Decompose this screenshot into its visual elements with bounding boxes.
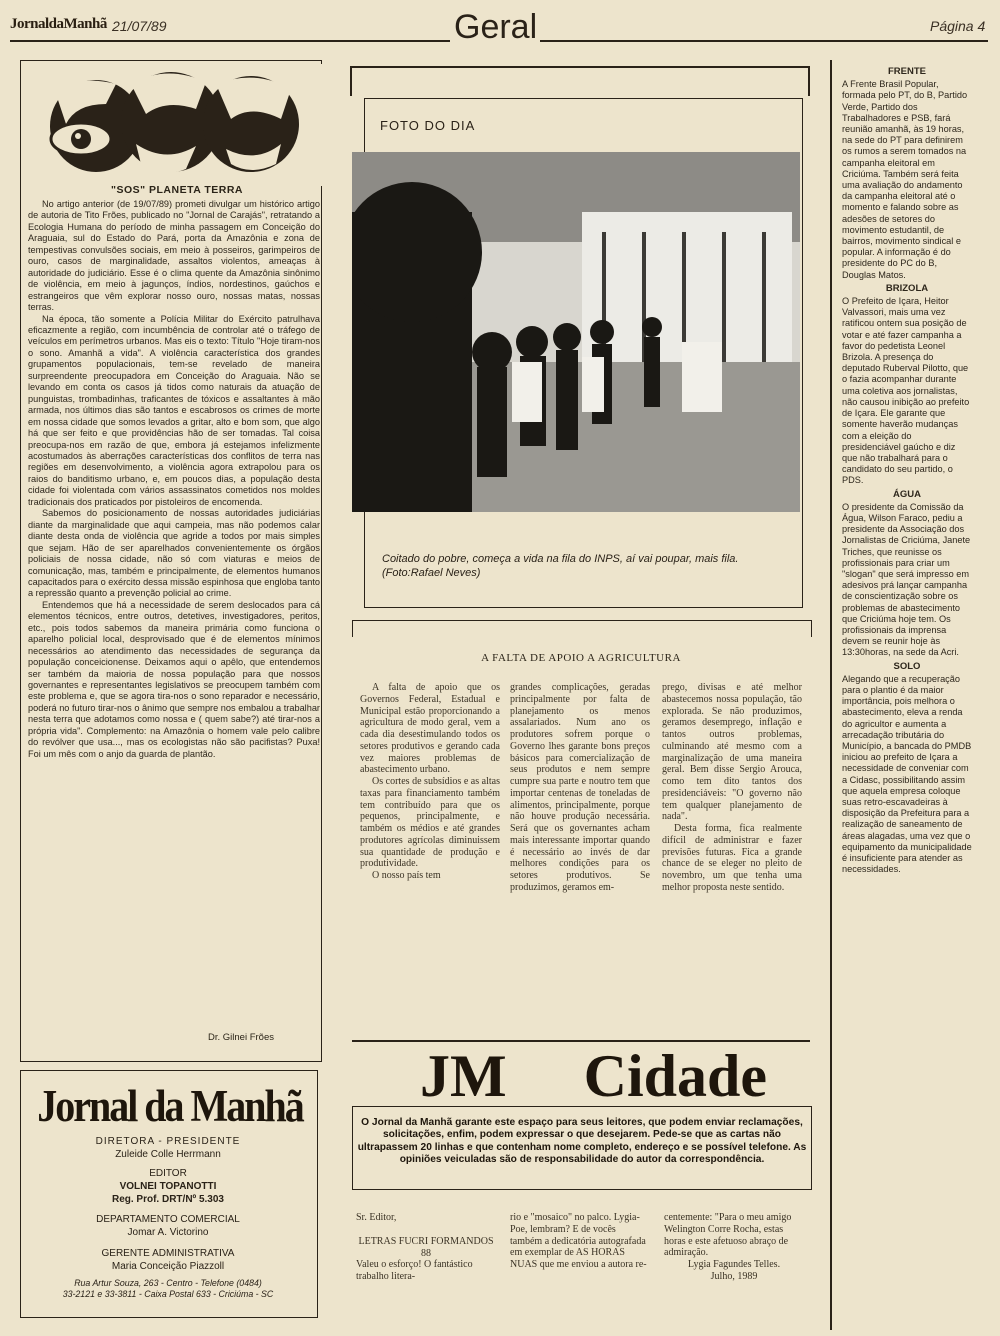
letter-spacer	[356, 1224, 496, 1236]
staff-line: Zuleide Colle Herrmann	[115, 1149, 221, 1160]
photo-caption: Coitado do pobre, começa a vida na fila do INPS, aí vai poupar, mais fila. (Foto:Rafael Neves)	[382, 553, 739, 579]
agri-column	[662, 682, 802, 894]
masthead-rule-right	[540, 40, 988, 42]
sos-title: "SOS" PLANETA TERRA	[110, 184, 244, 196]
agri-title: A FALTA DE APOIO A AGRICULTURA	[481, 652, 681, 664]
staff-line: DIRETORA - PRESIDENTE	[95, 1136, 241, 1147]
photo-label: FOTO DO DIA	[380, 118, 476, 133]
staff-line: Maria Conceição Piazzoll	[111, 1261, 225, 1272]
photo-top-rule	[350, 66, 810, 68]
masthead-rule-left	[10, 40, 450, 42]
staff-line: EDITOR	[149, 1168, 187, 1179]
photo-left-rule	[350, 66, 352, 96]
agri-frame	[352, 620, 812, 637]
agri-paragraph: prego, divisas e até melhor abastecemos nossa população, tão explorada. Se não produzimos, geramos desemprego, inflação e tantos outros problemas, culminando até mesmo com a marginalização de uma maneira geral. Bem disse Sergio Arouca, como tem dito tantos dos presidenciáveis: "O governo não tem qualquer planejamento de nada".	[662, 682, 802, 823]
masthead	[0, 0, 1000, 44]
right-column	[842, 64, 972, 875]
agri-paragraph: Desta forma, fica realmente difícil de administrar e fazer previsões futuras. Fica a grande chance de se eleger no pleito de novembro, um que tenha uma melhor proposta neste sentido.	[662, 823, 802, 893]
issue-date: 21/07/89	[112, 18, 167, 34]
news-heading: ÁGUA	[893, 488, 921, 500]
letter-line: LETRAS FUCRI FORMANDOS 88	[358, 1235, 494, 1259]
agri-column	[360, 682, 500, 882]
staff-line: DEPARTAMENTO COMERCIAL	[96, 1214, 240, 1225]
letter-column	[510, 1212, 650, 1271]
photo-right-rule	[808, 66, 810, 96]
news-heading: FRENTE	[888, 66, 926, 77]
cidade-title	[360, 1042, 800, 1111]
queue-photo	[352, 152, 800, 512]
news-heading: SOLO	[893, 660, 921, 672]
page-number: Página 4	[930, 18, 986, 34]
letter-column	[664, 1212, 804, 1283]
staff-line: GERENTE ADMINISTRATIVA	[101, 1248, 235, 1259]
news-heading: BRIZOLA	[885, 282, 929, 294]
news-text: A Frente Brasil Popular, formada pelo PT, do B, Partido Verde, Partido dos Trabalhadores e PSB, fará reunião amanhã, às 19 horas, na sede do PT para definirem os rumos a serem tomados na campanha eleitoral em Criciúma. Também será feita uma avaliação do andamento da campanha eleitoral até o momento e falando sobre as adesões de setores do movimento estudantil, de bairros, movimento sindical e popular. A informação é do presidente do PC do B, Douglas Matos.	[842, 79, 968, 280]
letter-line: rio e "mosaico" no palco. Lygia-Poe, lembram? E de vocês também a dedicatória autografada em exemplar de AS HORAS NUAS que me enviou a autora re-	[510, 1212, 647, 1271]
newspaper-name: JornaldaManhã	[10, 16, 107, 32]
news-text: O Prefeito de Içara, Heitor Valvassori, mais uma vez ratificou ontem sua posição de votar e até fazer campanha a favor do pedetista Leonel Brizola. A presença do deputado Ruberval Pilotto, que o fazia acompanhar durante uma coletiva aos jornalistas, não causou inibição ao prefeito de Içara. Ele garante que somente haverão mudanças com a eleição do presidenciável gaúcho e diz que não trabalhará para o candidato do seu partido, o PDS.	[842, 296, 970, 486]
staff-line: 33-2121 e 33-3811 - Caixa Postal 633 - Criciúma - SC	[62, 1289, 274, 1299]
sos-paragraph: Entendemos que há a necessidade de serem deslocados para cá elementos técnicos, entre outros, detetives, investigadores, peritos, etc., pois todos sabemos da maneira primária como funciona o aparelho policial local, desprovisado que é de elementos mínimos necessários ao atendimento das necessidades de segurança da população conceicionense. Deixamos aqui o apêlo, que entendemos ser também da maioria de nossa população para que nossos governantes e representantes legislativos se preocupem também com este problema e, que se agora tira-nos o sono reparador e necessário, poderá no futuro tirar-nos o ânimo que sempre nos embalou a trabalhar nesta terra que adotamos como nossa e ( quem sabe?) até tirar-nos a própria vida". Complemento: na Amazônia o homem vale pelo calibre do revólver que usa..., mas os ecologistas não são pacifistas? Puxa! Foi um mês com o anjo da guarda de plantão.	[28, 599, 320, 759]
agri-column	[510, 682, 650, 894]
agri-paragraph: grandes complicações, geradas principalmente por falta de planejamento os menos assalariados. Num ano os produtores sofrem porque o Governo lhes garante bons preços básicos para comercialização de seus produtos e nem sempre cumpre sua parte e noutro tem que importar centenas de toneladas de alimentos, principalmente, porque não houve produção necessária. Será que os governantes acham mais interessante importar quando é necessário ao invés de dar melhores condições para os setores produtivos. Se produzimos, geramos em-	[510, 682, 650, 893]
staff-logo: Jornal da Manhã	[37, 1079, 303, 1132]
news-text: Alegando que a recuperação para o plantio é da maior importância, pois melhora o abastecimento, eleva a renda do agricultor e aumenta a arrecadação tributária do Município, a bancada do PMDB iniciou ao prefeito de Içara a necessidade de conveniar com a Cidasc, possibilitando assim que aquela empresa coloque suas retro-escavadeiras à disposição da Prefeitura para a realização de saneamento de áreas alagadas, uma vez que o equipamento da municipalidade é insuficiente para atender as necessidades.	[842, 673, 972, 875]
agri-paragraph: Os cortes de subsídios e as altas taxas para financiamento também tem contribuído para que os pequenos, principalmente, e também os médios e até grandes produtores agrícolas diminuissem sua quantidade de produção e produtividade.	[360, 776, 500, 870]
agri-paragraph: O nosso país tem	[372, 870, 441, 881]
sos-paragraph: Na época, tão somente a Polícia Militar do Exército patrulhava eficazmente a região, com incumbência de controlar até o tráfego de veículos em perímetros urbanos. Mas eis o texto: Título "Hoje tiram-nos o sono. Amanhã a vida". A violência característica dos grandes grupamentos populacionais, tem-se revelado de maneira surpreendente preocupadora em Conceição do Araguaia. Não se levando em conta os casos já tidos como naturais da atuação de punguistas, trombadinhas, traficantes de tóxicos e assaltantes à mão armada, nos últimos dias são tantos e escabrosos os crimes de morte em nossa cidade que somos levados a gritar, alto e bom som, que algo há que ser feito e que providências hão de ser tomadas. Tal coisa preocupa-nos em razão de que, embora já estejamos infelizmente acostumados às aberrações características dos conflitos de terra nas regiões em desenvolvimento, a violência agora extrapolou para os raios do banditismo urbano, e, em poucos dias, a população desta cidade foi violentada com vários assassinatos cometidos nos moldes tradicionais dos praticados por pistoleiros de encomenda.	[28, 313, 320, 507]
cidade-title-left: JM	[420, 1043, 507, 1109]
right-column-rule	[830, 60, 832, 1330]
news-text: O presidente da Comissão da Água, Wilson Faraco, pediu a presidente da Associação dos Jornalistas de Criciúma, Janete Triches, que reunisse os profissionais para criar um "slogan" que será impresso em adesivos prá lançar campanha de conscientização sobre os problemas de abastecimento que Criciúma hoje tem. Os profissionais da imprensa devem se reunir hoje às 13:30horas, na sede da Acri.	[842, 501, 971, 658]
agri-paragraph: A falta de apoio que os Governos Federal, Estadual e Municipal estão proporcionando a agricultura de modo geral, vem a cada dia desestimulando todos os setores produtivos e gerando cada vez maiores problemas de abastecimento urbano.	[360, 682, 500, 776]
letter-line: Valeu o esforço! O fantástico trabalho litera-	[356, 1259, 473, 1283]
cidade-notice: O Jornal da Manhã garante este espaço para seus leitores, que podem enviar reclamações, solicitações, enfim, podem expressar o que desejarem. Pede-se que as cartas não ultrapassem 20 linhas e que contenham nome completo, endereço e se possível telefone. As opiniões veiculadas são de responsabilidade do autor da correspondência.	[357, 1117, 807, 1165]
staff-line: Jomar A. Victorino	[127, 1227, 209, 1238]
section-title: Geral	[454, 8, 538, 46]
staff-line: Rua Artur Souza, 263 - Centro - Telefone (0484)	[74, 1278, 262, 1288]
letter-line: Lygia Fagundes Telles.	[687, 1259, 781, 1271]
letter-line: Julho, 1989	[710, 1270, 758, 1282]
planet-earth-logo	[36, 64, 326, 186]
staff-line: VOLNEI TOPANOTTI	[119, 1181, 217, 1192]
sos-signature: Dr. Gilnei Frões	[208, 1032, 274, 1043]
sos-paragraph: No artigo anterior (de 19/07/89) prometi divulgar um histórico artigo de autoria de Tito Frões, publicado no "Jornal de Carajás", retratando a Ecologia Humana do período de minha passagem em Conceição do Araguaia, sul do Estado do Pará, porta da Amazônia e zona de tempestivas convulsões sociais, em meio à posseiros, garimpeiros de ouro, casos de marginalidade, assaltos violentos, ameaças à autoridade do judiciário. Esse é o clima quente da Amazônia sinônimo de violência, em meio à jagunços, índios, nordestinos, gaúchos e estrangeiros que vêm explorar nosso ouro, nossas matas, nossas terras.	[28, 199, 320, 313]
letter-line: Sr. Editor,	[356, 1212, 397, 1223]
letter-column	[356, 1212, 496, 1283]
staff-line: Reg. Prof. DRT/Nº 5.303	[111, 1194, 224, 1205]
sos-paragraph: Sabemos do posicionamento de nossas autoridades judiciárias diante da marginalidade que aqui campeia, mas não podemos calar diante desta onda de violência que agride a todos por mais simples que sejam. Hão de ser aparelhados convenientemente os órgãos policiais de nossa cidade, não só com viaturas e meios de comunicação, mas, também e principalmente, de elementos humanos capacitados para o exército dessa missão espinhosa que engloba tanto a repressão quanto a prevenção policial ao crime.	[28, 508, 320, 599]
sos-body	[28, 199, 320, 760]
letter-line: centemente: "Para o meu amigo Welington Corre Rocha, estas horas e este afetuoso abraço de admiração.	[664, 1212, 792, 1259]
cidade-title-right: Cidade	[583, 1043, 768, 1109]
